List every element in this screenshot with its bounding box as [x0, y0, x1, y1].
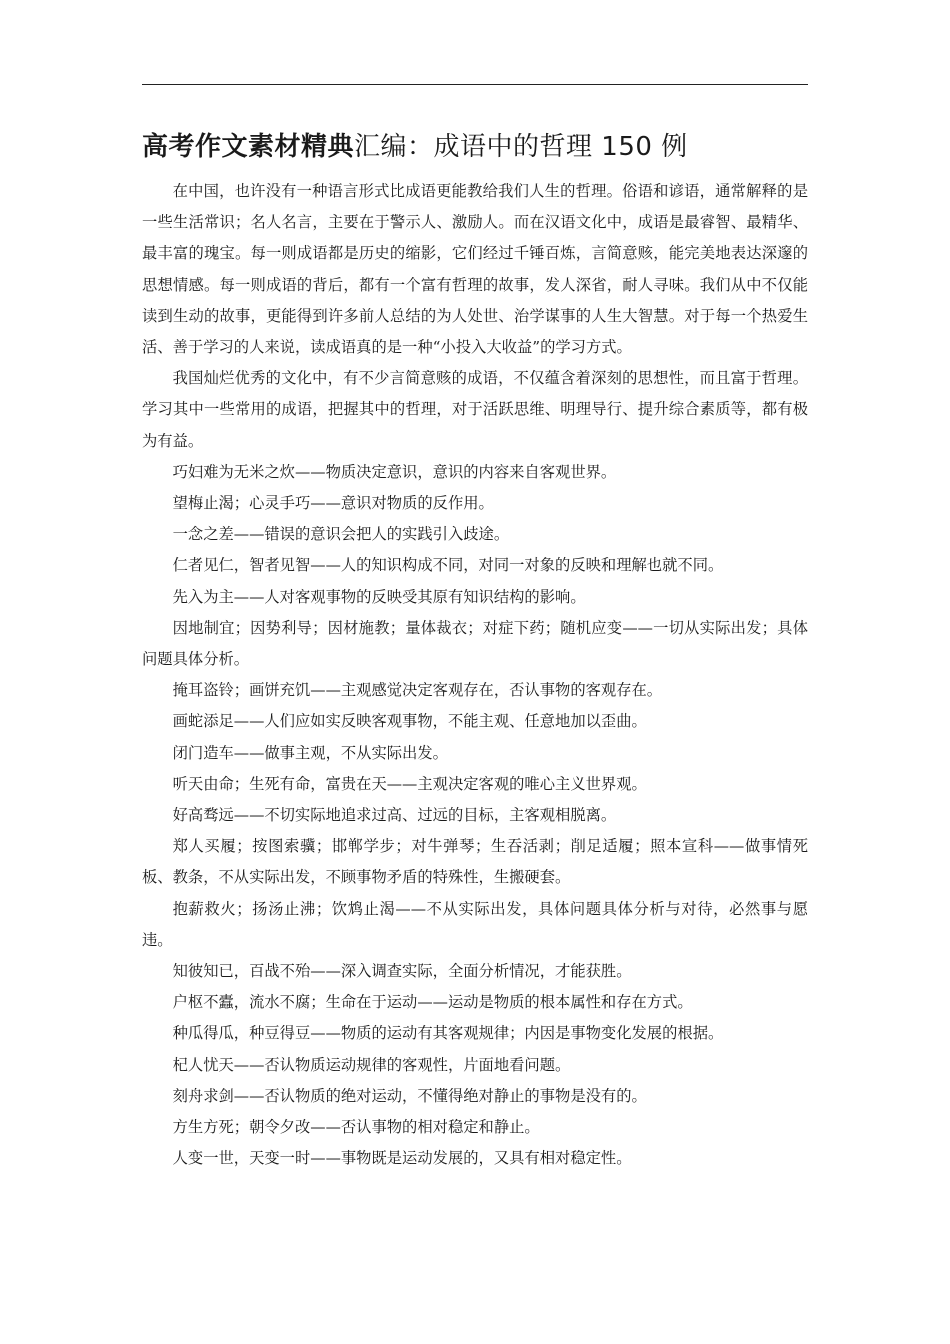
paragraph: 掩耳盗铃；画饼充饥——主观感觉决定客观存在，否认事物的客观存在。	[172, 681, 663, 700]
paragraph: 望梅止渴；心灵手巧——意识对物质的反作用。	[172, 494, 494, 513]
paragraph: 巧妇难为无米之炊——物质决定意识，意识的内容来自客观世界。	[172, 462, 617, 481]
paragraph: 因地制宜；因势利导；因材施教；量体裁衣；对症下药；随机应变——一切从实际出发；具体问题具体分析。	[142, 618, 808, 669]
paragraph: 抱薪救火；扬汤止沸；饮鸩止渴——不从实际出发，具体问题具体分析与对待，必然事与愿违。	[142, 899, 808, 949]
paragraph: 仁者见仁，智者见智——人的知识构成不同，对同一对象的反映和理解也就不同。	[172, 556, 724, 575]
paragraph: 方生方死；朝令夕改——否认事物的相对稳定和静止。	[172, 1118, 540, 1137]
paragraph: 人变一世，天变一时——事物既是运动发展的，又具有相对稳定性。	[172, 1149, 632, 1168]
document-body	[142, 176, 808, 1175]
title-bold-part: 高考作文素材精典	[142, 132, 355, 162]
paragraph: 我国灿烂优秀的文化中，有不少言简意赅的成语，不仅蕴含着深刻的思想性，而且富于哲理。学习其中一些常用的成语，把握其中的哲理，对于活跃思维、明理导行、提升综合素质等，都有极为有益。	[142, 369, 808, 450]
paragraph: 知彼知已，百战不殆——深入调查实际，全面分析情况，才能获胜。	[172, 962, 632, 981]
paragraph: 郑人买履；按图索骥；邯郸学步；对牛弹琴；生吞活剥；削足适履；照本宣科——做事情死板、教条，不从实际出发，不顾事物矛盾的特殊性，生搬硬套。	[142, 837, 808, 887]
paragraph: 在中国，也许没有一种语言形式比成语更能教给我们人生的哲理。俗语和谚语，通常解释的是一些生活常识；名人名言，主要在于警示人、激励人。而在汉语文化中，成语是最睿智、最精华、最丰富的瑰宝。每一则成语都是历史的缩影，它们经过千锤百炼，言简意赅，能完美地表达深邃的思想情感。每一则成语的背后，都有一个富有哲理的故事，发人深省，耐人寻味。我们从中不仅能读到生动的故事，更能得到许多前人总结的为人处世、治学谋事的人生大智慧。对于每一个热爱生活、善于学习的人来说，读成语真的是一种“小投入大收益”的学习方式。	[142, 182, 808, 357]
paragraph: 种瓜得瓜，种豆得豆——物质的运动有其客观规律；内因是事物变化发展的根据。	[172, 1024, 724, 1043]
document-title	[142, 127, 808, 167]
paragraph: 闭门造车——做事主观，不从实际出发。	[172, 743, 448, 762]
header-rule	[142, 84, 808, 85]
paragraph: 一念之差——错误的意识会把人的实践引入歧途。	[172, 525, 510, 544]
paragraph: 先入为主——人对客观事物的反映受其原有知识结构的影响。	[172, 587, 586, 606]
paragraph: 好高骛远——不切实际地追求过高、过远的目标，主客观相脱离。	[172, 806, 617, 825]
paragraph: 听天由命；生死有命，富贵在天——主观决定客观的唯心主义世界观。	[172, 774, 647, 793]
paragraph: 户枢不蠹，流水不腐；生命在于运动——运动是物质的根本属性和存在方式。	[172, 993, 693, 1012]
title-rest-part: 汇编：成语中的哲理 150 例	[354, 132, 688, 162]
paragraph: 画蛇添足——人们应如实反映客观事物，不能主观、任意地加以歪曲。	[172, 712, 647, 731]
paragraph: 杞人忧天——否认物质运动规律的客观性，片面地看问题。	[172, 1055, 571, 1074]
paragraph: 刻舟求剑——否认物质的绝对运动，不懂得绝对静止的事物是没有的。	[172, 1086, 647, 1105]
